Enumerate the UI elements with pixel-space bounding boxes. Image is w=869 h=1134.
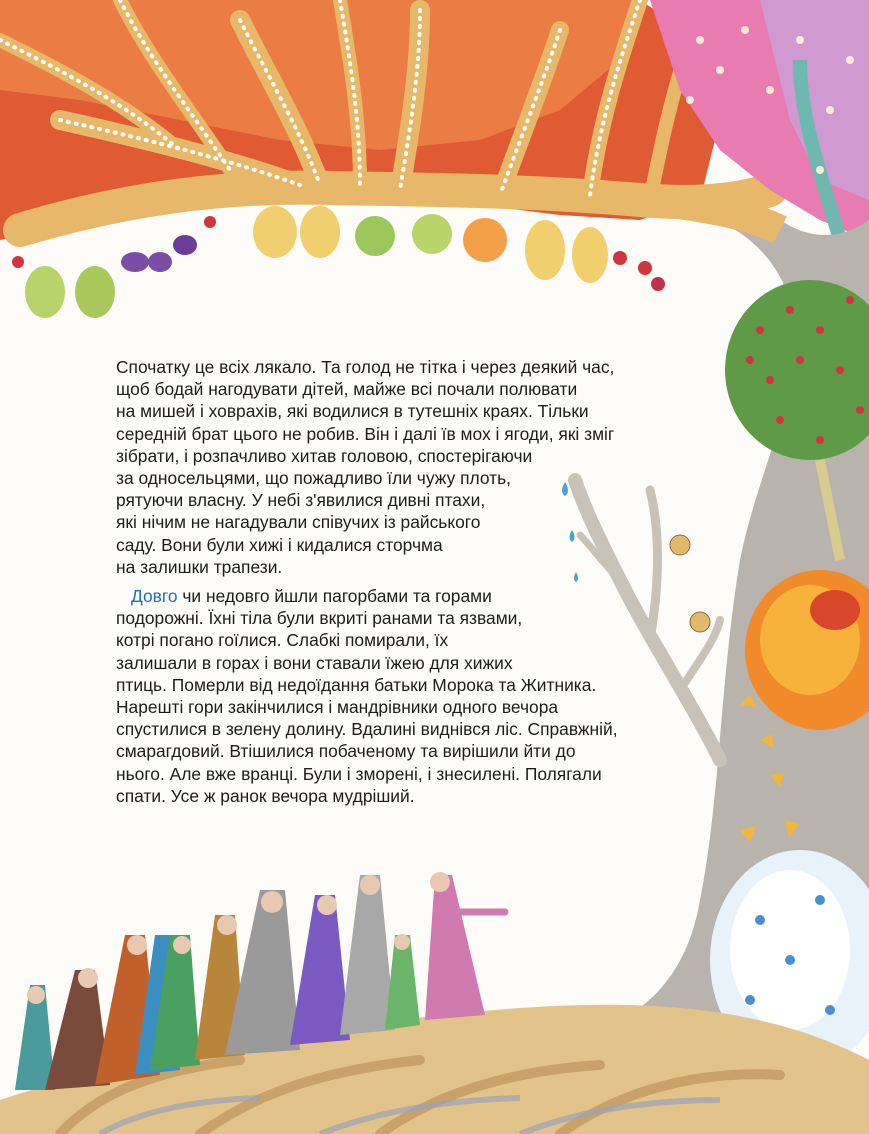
text-line: Спочатку це всіх лякало. Та голод не тітка і через деякий час, (116, 357, 615, 377)
drop-word: Довго (131, 586, 178, 607)
text-line: середній брат цього не робив. Він і далі їв мох і ягоди, які зміг (116, 423, 615, 444)
text-line: які нічим не нагадували співучих із райського (116, 512, 481, 533)
text-line: за односельцями, що пожадливо їли чужу плоть, (116, 468, 512, 489)
snail-icon (670, 535, 710, 632)
text-line: Нарешті гори закінчилися і мандрівники одного вечора (116, 697, 559, 718)
text-line: щоб бодай нагодувати дітей, майже всі почали полювати (116, 379, 578, 400)
text-line: подорожні. Їхні тіла були вкриті ранами та язвами, (116, 608, 523, 629)
story-text (116, 356, 656, 807)
first-line-rest: чи недовго йшли пагорбами та горами (177, 586, 492, 607)
text-line: спати. Усе ж ранок вечора мудріший. (116, 785, 415, 806)
text-line: смарагдовий. Втішилися побаченому та вирішили йти до (116, 741, 576, 762)
text-line: рятуючи власну. У небі з'явилися дивні птахи, (116, 490, 486, 511)
text-line: котрі погано гоїлися. Слабкі помирали, їх (116, 630, 449, 651)
text-line-first (116, 585, 656, 607)
text-line: на мишей і ховрахів, які водилися в тутешніх краях. Тільки (116, 401, 589, 422)
text-line: на залишки трапези. (116, 556, 283, 577)
text-line: залишали в горах і вони ставали їжею для хижих (116, 652, 513, 673)
paragraph-2 (116, 585, 656, 807)
text-line: саду. Вони були хижі і кидалися сторчма (116, 534, 443, 555)
text-line: нього. Але вже вранці. Були і зморені, і знесилені. Полягали (116, 763, 602, 784)
text-line: зібрати, і розпачливо хитав головою, спостерігаючи (116, 445, 533, 466)
text-line: спустилися в зелену долину. Вдалині виднівся ліс. Справжній, (116, 719, 618, 740)
paragraph-1 (116, 356, 656, 578)
text-line: птиць. Померли від недоїдання батьки Морока та Житника. (116, 674, 597, 695)
